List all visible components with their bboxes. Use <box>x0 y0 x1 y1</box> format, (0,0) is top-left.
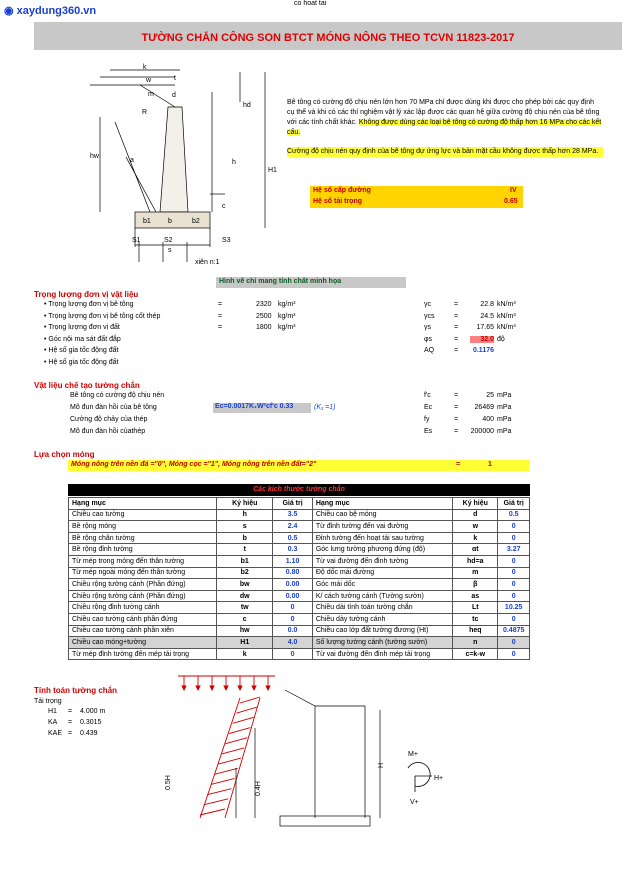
uw-eq2: = <box>454 324 459 331</box>
wall-section-figure <box>60 62 285 272</box>
seismic-value-2[interactable]: 0.65 <box>504 198 518 205</box>
pressure-hatch-line <box>204 799 229 805</box>
table-cell-value[interactable]: 3.5 <box>273 509 312 521</box>
table-cell-value[interactable]: 0 <box>498 521 530 533</box>
pressure-hatch-line <box>233 717 254 723</box>
brand-text: xaydung360.vn <box>16 5 97 17</box>
table-row <box>69 613 530 625</box>
material-unit: mPa <box>497 428 512 435</box>
table-cell: Chiều cao lớp đất tường đương (Ht) <box>312 625 452 637</box>
table-cell: H1 <box>217 637 273 649</box>
table-cell-value[interactable]: 0.4875 <box>498 625 530 637</box>
section-unit-weights: Trọng lượng đơn vị vật liệu <box>34 290 139 299</box>
table-cell: Từ mép ngoài móng đến thân tường <box>69 567 217 579</box>
label-b: b <box>168 218 172 225</box>
table-cell: Góc mái dốc <box>312 579 452 591</box>
foundation-text: Móng nông trên nền đá ="0", Móng cọc ="1", Móng nông trên nền đất="2" <box>71 461 317 468</box>
table-cell-value[interactable]: 0.80 <box>273 567 312 579</box>
table-cell-value[interactable]: 0 <box>498 555 530 567</box>
uw-eq2: = <box>454 301 459 308</box>
table-cell: Độ dốc mái đường <box>312 567 452 579</box>
table-cell-value[interactable]: 0 <box>273 602 312 614</box>
label-d: d <box>172 92 176 99</box>
pressure-hatch-line <box>211 778 235 784</box>
surcharge-arrowhead <box>196 686 200 690</box>
material-value[interactable]: 25 <box>486 392 494 399</box>
table-cell: m <box>453 567 498 579</box>
table-cell: w <box>453 521 498 533</box>
table-cell-value[interactable]: 0 <box>498 613 530 625</box>
table-cell: Chiều rộng đỉnh tường cánh <box>69 602 217 614</box>
column-header: Hạng mục <box>312 498 452 510</box>
surcharge-arrowhead <box>210 686 214 690</box>
table-cell: Bề rộng móng <box>69 521 217 533</box>
seismic-label-1: Hệ số cấp đường <box>313 187 371 194</box>
table-cell: d <box>453 509 498 521</box>
table-cell: dw <box>217 590 273 602</box>
surcharge-arrowhead <box>238 686 242 690</box>
calc-symbol: H1 <box>48 708 57 715</box>
brand-logo[interactable] <box>4 4 96 17</box>
table-row <box>69 579 530 591</box>
fill-slope <box>140 85 175 107</box>
moment-arrow <box>408 762 430 786</box>
uw-eq: = <box>218 301 223 308</box>
label-M: M+ <box>408 751 418 758</box>
table-cell: k <box>453 532 498 544</box>
table-row <box>69 532 530 544</box>
table-cell: tc <box>453 613 498 625</box>
table-cell-value[interactable]: 0 <box>498 637 530 649</box>
table-cell: Chiều cao bệ móng <box>312 509 452 521</box>
table-cell: Bề rộng đỉnh tường <box>69 544 217 556</box>
material-unit: mPa <box>497 392 512 399</box>
table-cell-value[interactable]: 0 <box>273 613 312 625</box>
label-S2: S2 <box>164 237 173 244</box>
table-row <box>69 637 530 649</box>
table-cell: Từ vai đường đến đỉnh mép tải trọng <box>312 648 452 660</box>
table-cell: Chiều rộng tường cánh (Phần đứng) <box>69 590 217 602</box>
table-cell-value[interactable]: 0.3 <box>273 544 312 556</box>
section-foundation: Lựa chọn móng <box>34 450 95 459</box>
material-value[interactable]: 200000 <box>470 428 494 435</box>
inclined-wing <box>115 122 150 212</box>
backfill-profile <box>285 690 365 818</box>
table-cell: hd=a <box>453 555 498 567</box>
label-H: H <box>378 762 385 768</box>
uw-eq2: = <box>454 335 459 343</box>
wall-stem <box>160 107 188 212</box>
uw-label: • Hệ số gia tốc động đất <box>44 358 119 366</box>
table-cell: c=k-w <box>453 648 498 660</box>
label-hd: hd <box>243 102 251 109</box>
table-cell: Từ mép đỉnh tường đến mép tải trọng <box>69 648 217 660</box>
table-cell: Chiều rộng tường cánh (Phần đứng) <box>69 579 217 591</box>
uw-unit2: kN/m³ <box>497 312 516 320</box>
table-cell-value[interactable]: 0 <box>498 648 530 660</box>
uw-eq2: = <box>454 347 459 354</box>
foundation-eq: = <box>456 461 461 468</box>
table-cell-value[interactable]: 2.4 <box>273 521 312 533</box>
table-cell: αt <box>453 544 498 556</box>
uw-unit: kg/m³ <box>278 301 296 308</box>
table-cell-value[interactable]: 3.27 <box>498 544 530 556</box>
uw-value2[interactable]: 32.0 <box>470 336 494 343</box>
table-cell: Từ mép trong móng đến thân tường <box>69 555 217 567</box>
uw-label: • Trọng lượng đơn vị đất <box>44 324 120 331</box>
table-cell: Từ đỉnh tường đến vai đường <box>312 521 452 533</box>
table-cell: c <box>217 613 273 625</box>
foundation-value[interactable]: 1 <box>488 461 492 468</box>
label-m: m <box>148 91 154 98</box>
uw-label: • Góc nội ma sát đất đắp <box>44 335 121 343</box>
table-cell-value[interactable]: 0.0 <box>273 625 312 637</box>
seismic-table <box>310 186 523 208</box>
table-cell: as <box>453 590 498 602</box>
column-header: Hạng mục <box>69 498 217 510</box>
label-c: c <box>222 203 226 210</box>
column-header: Giá trị <box>498 498 530 510</box>
table-cell-value[interactable]: 0.00 <box>273 579 312 591</box>
table-cell: k <box>217 648 273 660</box>
table-cell: t <box>217 544 273 556</box>
table-cell: K/ cách tường cánh (Tường sườn) <box>312 590 452 602</box>
uw-value[interactable]: 2500 <box>256 312 272 320</box>
table-cell: Chiều dày tường cánh <box>312 613 452 625</box>
table-cell-value[interactable]: 0 <box>498 579 530 591</box>
label-w: w <box>146 77 152 84</box>
table-row <box>69 590 530 602</box>
pressure-hatch-line <box>229 728 250 734</box>
table-cell: tw <box>217 602 273 614</box>
table-cell: Chiều cao tường cánh phần đứng <box>69 613 217 625</box>
surcharge-arrowhead <box>182 686 186 690</box>
pressure-hatch-line <box>218 758 241 764</box>
table-cell: s <box>217 521 273 533</box>
table-row <box>69 521 530 533</box>
pressure-left <box>200 698 240 818</box>
label-s: s <box>168 247 172 254</box>
uw-label: • Hệ số gia tốc động đất <box>44 347 119 354</box>
table-row <box>69 544 530 556</box>
material-symbol: Es <box>424 428 433 435</box>
foundation-select[interactable] <box>68 460 530 471</box>
uw-eq: = <box>218 324 223 331</box>
dimensions-title: Các kích thước tường chắn <box>253 486 345 493</box>
surcharge-arrowhead <box>252 686 256 690</box>
label-a: a <box>130 157 134 164</box>
table-cell: b <box>217 532 273 544</box>
material-unit: mPa <box>497 404 512 411</box>
pressure-hatch-line <box>236 707 256 713</box>
label-H1: H1 <box>268 167 277 174</box>
table-cell: Bề rộng chân tường <box>69 532 217 544</box>
material-eq: = <box>454 428 459 435</box>
material-label: Mô đun đàn hồi của bê tông <box>70 404 157 411</box>
material-symbol: Ec <box>424 404 433 411</box>
uw-symbol: γcs <box>424 312 435 320</box>
section-calc: Tính toán tường chắn <box>34 686 118 695</box>
label-04H: 0.4H <box>255 781 262 796</box>
material-label: Mô đun đàn hồi củathép <box>70 428 146 435</box>
table-cell: Lt <box>453 602 498 614</box>
section-materials: Vật liệu chế tạo tường chắn <box>34 381 140 390</box>
pressure-hatch-line <box>207 789 231 795</box>
uw-eq2: = <box>454 312 459 320</box>
uw-symbol: φs <box>424 335 433 343</box>
calc-value: 0.3015 <box>80 719 102 726</box>
desc-p2: Cường độ chịu nén quy định của bê tông dự ứng lực và bản mặt cầu không được thấp hơn 28 MPa. <box>287 147 603 157</box>
calc-symbol: KAE <box>48 730 63 737</box>
column-header: Ký hiệu <box>217 498 273 510</box>
table-cell: Chiều dài tính toán tường chắn <box>312 602 452 614</box>
material-unit: mPa <box>497 416 512 423</box>
uw-unit2: kN/m³ <box>497 301 516 308</box>
dimensions-title-bar <box>68 484 530 496</box>
column-header: Ký hiệu <box>453 498 498 510</box>
table-cell: β <box>453 579 498 591</box>
table-cell: bw <box>217 579 273 591</box>
formula-note: (K₁ =1) <box>314 404 336 411</box>
material-label: Cường độ chảy của thép <box>70 416 148 423</box>
seismic-value-1[interactable]: IV <box>510 187 517 194</box>
label-b2: b2 <box>192 218 200 225</box>
table-cell-value[interactable]: 0 <box>498 590 530 602</box>
table-cell-value[interactable]: 10.25 <box>498 602 530 614</box>
table-row <box>69 509 530 521</box>
uw-value2: 0.1176 <box>472 347 494 354</box>
label-S1: S1 <box>132 237 141 244</box>
pressure-hatch-line <box>215 768 238 774</box>
material-value[interactable]: 26469 <box>474 404 494 411</box>
uw-label: • Trọng lượng đơn vị bê tông <box>44 301 134 308</box>
top-note: co hoat tai <box>294 0 327 7</box>
material-value[interactable]: 400 <box>482 416 494 423</box>
table-cell-value[interactable]: 0.5 <box>273 532 312 544</box>
table-cell: b2 <box>217 567 273 579</box>
table-cell: Chiều cao tường <box>69 509 217 521</box>
table-cell-value[interactable]: 0 <box>498 532 530 544</box>
table-cell: b1 <box>217 555 273 567</box>
table-cell: h <box>217 509 273 521</box>
label-k: k <box>143 64 147 71</box>
table-row <box>69 602 530 614</box>
table-cell: Số lượng tường cánh (tường sườn) <box>312 637 452 649</box>
uw-value2: 24.5 <box>480 312 494 320</box>
pressure-hatch-line <box>240 697 260 703</box>
calc-subtitle: Tải trọng <box>34 698 62 705</box>
table-cell: Góc lưng tường phương đứng (độ) <box>312 544 452 556</box>
uw-value2: 17.65 <box>476 324 494 331</box>
material-label: Bê tông có cường độ chịu nén <box>70 392 165 399</box>
table-cell: heq <box>453 625 498 637</box>
material-eq: = <box>454 404 459 411</box>
table-cell-value[interactable]: 0.00 <box>273 590 312 602</box>
table-row <box>69 567 530 579</box>
figure-caption: Hình vẽ chỉ mang tính chất minh họa <box>216 277 406 288</box>
table-cell-value[interactable]: 0 <box>498 567 530 579</box>
table-cell: Chiều cao tường cánh phần xiên <box>69 625 217 637</box>
table-header-row <box>69 498 530 510</box>
label-b1: b1 <box>143 218 151 225</box>
uw-unit2: kN/m³ <box>497 324 516 331</box>
label-slope: xiên n:1 <box>195 259 220 266</box>
table-cell: n <box>453 637 498 649</box>
table-cell-value[interactable]: 1.10 <box>273 555 312 567</box>
label-V: V+ <box>410 799 419 806</box>
uw-symbol: AQ <box>424 347 435 354</box>
pressure-hatch-line <box>225 738 247 744</box>
column-header: Giá trị <box>273 498 312 510</box>
base-slab <box>280 816 370 826</box>
label-h: h <box>232 159 236 166</box>
seismic-label-2: Hệ số tải trọng <box>313 198 363 205</box>
calc-eq: = <box>68 708 73 715</box>
page-title: TƯỜNG CHẮN CÔNG SON BTCT MÓNG NÔNG THEO TCVN 11823-2017 <box>141 32 515 44</box>
table-cell: hw <box>217 625 273 637</box>
material-symbol: fy <box>424 416 430 423</box>
material-eq: = <box>454 392 459 399</box>
table-cell-value[interactable]: 0.5 <box>498 509 530 521</box>
uw-value2: 22.8 <box>480 301 494 308</box>
table-row <box>69 648 530 660</box>
table-cell-value[interactable]: 4.0 <box>273 637 312 649</box>
calc-eq: = <box>68 719 73 726</box>
calc-value: 4.000 m <box>80 708 106 715</box>
surcharge-arrowhead <box>266 686 270 690</box>
table-cell: Đỉnh tường đến hoạt tải sau tường <box>312 532 452 544</box>
uw-unit2: độ <box>497 335 505 343</box>
uw-eq: = <box>218 312 223 320</box>
uw-symbol: γc <box>424 301 431 308</box>
table-row <box>69 555 530 567</box>
dimensions-table <box>68 497 530 660</box>
modulus-formula: Ec=0.0017K₁W²cf'c 0.33 <box>213 403 311 413</box>
globe-icon: ◉ <box>4 5 14 17</box>
uw-label: • Trọng lượng đơn vị bê tông cốt thép <box>44 312 161 320</box>
material-eq: = <box>454 416 459 423</box>
label-R: R <box>142 109 148 116</box>
uw-unit: kg/m³ <box>278 324 296 331</box>
pressure-hatch-line <box>200 809 225 815</box>
load-diagram <box>165 668 590 833</box>
uw-symbol: γs <box>424 324 431 331</box>
label-hw: hw <box>90 153 99 160</box>
surcharge-arrowhead <box>224 686 228 690</box>
calc-symbol: KA <box>48 719 58 726</box>
table-row <box>69 625 530 637</box>
table-cell: Chiều cao móng+tường <box>69 637 217 649</box>
desc-p1: Bê tông có cường độ chịu nén lớn hơn 70 MPa chỉ được dùng khi được cho phép bởi các quy định cụ thể và khi có các thí nghiệm vật lý xác lập được các quan hệ giữa cường độ chịu nén của bê tông với các tính chất khác. Không được dùng các loại bê tông có cường độ thấp hơn 16 MPa cho các kết cấu. <box>287 99 602 136</box>
uw-unit: kg/m³ <box>278 312 296 320</box>
table-cell: Từ vai đường đến đỉnh tường <box>312 555 452 567</box>
uw-value[interactable]: 2320 <box>256 301 272 308</box>
label-Hp: H+ <box>434 775 444 782</box>
calc-value: 0.439 <box>80 730 98 737</box>
uw-value[interactable]: 1800 <box>256 324 272 331</box>
table-cell-value[interactable]: 0 <box>273 648 312 660</box>
label-t: t <box>174 75 176 82</box>
label-05H: 0.5H <box>165 775 172 790</box>
pressure-hatch-line <box>222 748 244 754</box>
label-S3: S3 <box>222 237 231 244</box>
material-symbol: f'c <box>424 392 431 399</box>
calc-eq: = <box>68 730 73 737</box>
title-banner <box>34 22 622 50</box>
